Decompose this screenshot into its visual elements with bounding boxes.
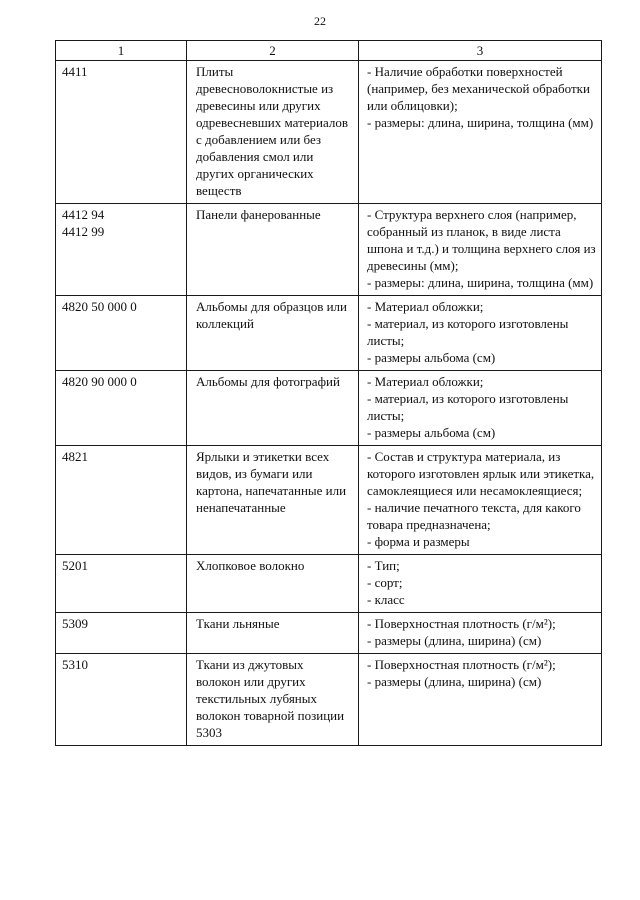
code-cell [56, 61, 187, 204]
classification-table [55, 40, 602, 746]
code-cell [56, 446, 187, 555]
attribute-item: - сорт; [367, 575, 403, 590]
attribute-item: - Поверхностная плотность (г/м²); [367, 616, 556, 631]
commodity-code: 4821 [62, 449, 88, 464]
table-row [56, 61, 602, 204]
table-row [56, 555, 602, 613]
attribute-item: - Состав и структура материала, из которого изготовлен ярлык или этикетка, самоклеящиеся или несамоклеящиеся; [367, 449, 595, 498]
code-cell [56, 555, 187, 613]
attribute-item: - Тип; [367, 558, 400, 573]
attribute-item: - размеры альбома (см) [367, 350, 496, 365]
commodity-code: 4820 50 000 0 [62, 299, 137, 314]
name-cell [187, 446, 359, 555]
attribute-item: - размеры: длина, ширина, толщина (мм) [367, 115, 594, 130]
attributes-cell [359, 613, 602, 654]
attribute-item: - наличие печатного текста, для какого товара предназначена; [367, 500, 581, 532]
attribute-item: - форма и размеры [367, 534, 470, 549]
attributes-cell [359, 446, 602, 555]
table-header [56, 41, 602, 61]
commodity-name: Альбомы для фотографий [196, 374, 340, 389]
name-cell [187, 555, 359, 613]
name-cell [187, 204, 359, 296]
table-row [56, 613, 602, 654]
name-cell [187, 613, 359, 654]
header-cell-3: 3 [359, 41, 602, 61]
commodity-name: Панели фанерованные [196, 207, 321, 222]
table-row [56, 371, 602, 446]
attributes-cell [359, 61, 602, 204]
name-cell [187, 654, 359, 746]
attribute-item: - размеры: длина, ширина, толщина (мм) [367, 275, 594, 290]
commodity-code: 4412 94 [62, 207, 105, 222]
attribute-item: - размеры альбома (см) [367, 425, 496, 440]
commodity-name: Плиты древесноволокнистые из древесины или других одревесневших материалов с добавлением или без добавления смол или других органических веществ [196, 64, 349, 198]
code-cell [56, 371, 187, 446]
code-cell [56, 204, 187, 296]
attribute-item: - Поверхностная плотность (г/м²); [367, 657, 556, 672]
commodity-code: 5310 [62, 657, 88, 672]
attribute-item: - Структура верхнего слоя (например, собранный из планок, в виде листа шпона и т.д.) и толщина верхнего слоя из древесины (мм); [367, 207, 596, 273]
name-cell [187, 371, 359, 446]
commodity-code: 5201 [62, 558, 88, 573]
header-row [56, 41, 602, 61]
commodity-code: 5309 [62, 616, 88, 631]
name-cell [187, 296, 359, 371]
commodity-name: Альбомы для образцов или коллекций [196, 299, 347, 331]
code-cell [56, 613, 187, 654]
table-row [56, 204, 602, 296]
page-number: 22 [314, 14, 326, 28]
attributes-cell [359, 204, 602, 296]
table-row [56, 446, 602, 555]
attributes-cell [359, 654, 602, 746]
header-cell-2: 2 [187, 41, 359, 61]
attributes-cell [359, 296, 602, 371]
commodity-name: Ярлыки и этикетки всех видов, из бумаги или картона, напечатанные или ненапечатанные [196, 449, 347, 515]
attribute-item: - Материал обложки; [367, 374, 484, 389]
code-cell [56, 654, 187, 746]
attribute-item: - Материал обложки; [367, 299, 484, 314]
commodity-code: 4820 90 000 0 [62, 374, 137, 389]
table-body [56, 61, 602, 746]
attribute-item: - материал, из которого изготовлены листы; [367, 391, 569, 423]
attribute-item: - Наличие обработки поверхностей (например, без механической обработки или облицовки); [367, 64, 590, 113]
table-row [56, 296, 602, 371]
attribute-item: - класс [367, 592, 405, 607]
commodity-code: 4412 99 [62, 224, 105, 239]
code-cell [56, 296, 187, 371]
commodity-name: Ткани льняные [196, 616, 280, 631]
attributes-cell [359, 371, 602, 446]
attribute-item: - размеры (длина, ширина) (см) [367, 674, 542, 689]
header-cell-1: 1 [56, 41, 187, 61]
attribute-item: - материал, из которого изготовлены листы; [367, 316, 569, 348]
attributes-cell [359, 555, 602, 613]
attribute-item: - размеры (длина, ширина) (см) [367, 633, 542, 648]
name-cell [187, 61, 359, 204]
commodity-name: Хлопковое волокно [196, 558, 305, 573]
commodity-name: Ткани из джутовых волокон или других текстильных лубяных волокон товарной позиции 5303 [196, 657, 345, 740]
table-row [56, 654, 602, 746]
commodity-code: 4411 [62, 64, 88, 79]
